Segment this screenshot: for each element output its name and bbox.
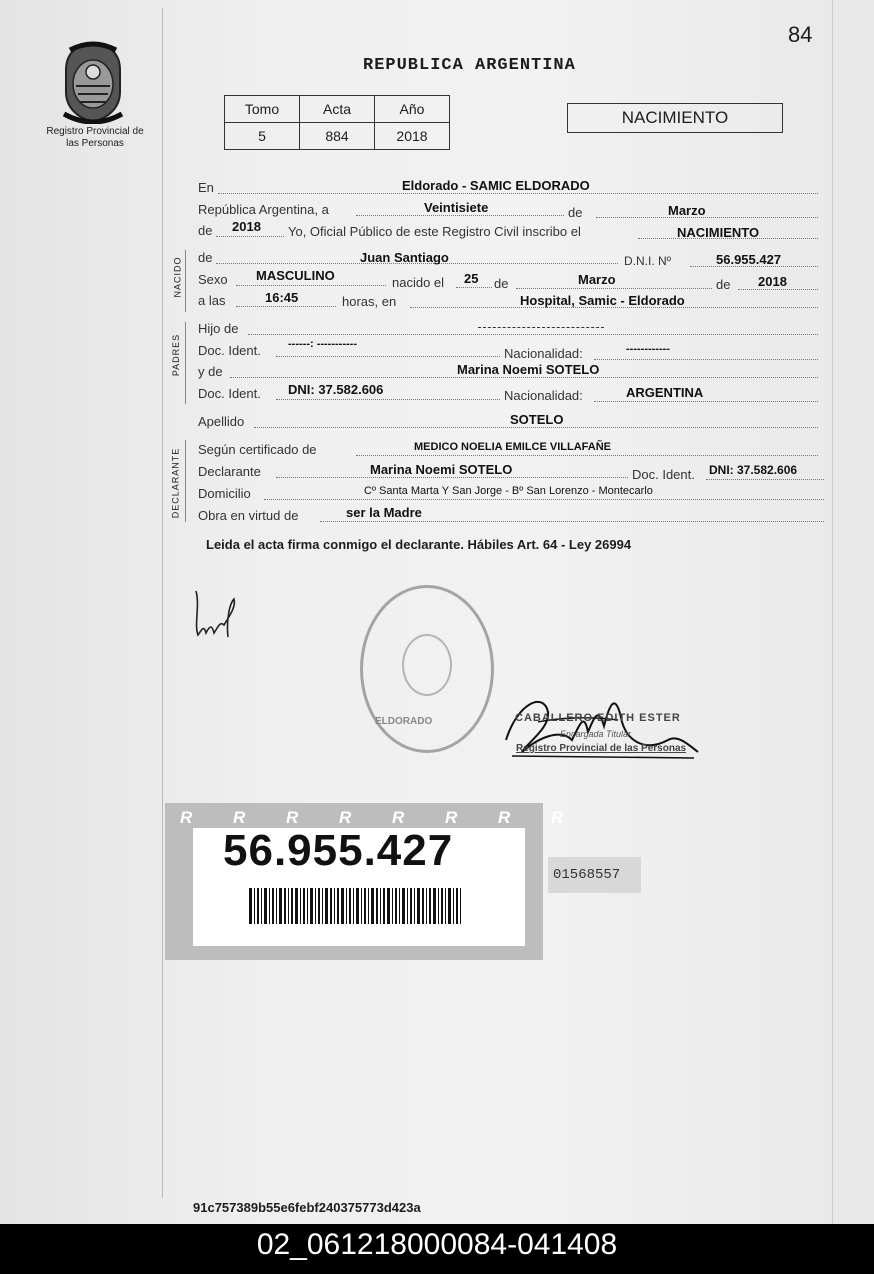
fill-line bbox=[356, 455, 818, 456]
fill-line bbox=[456, 287, 492, 288]
id-label-dni: 56.955.427 bbox=[223, 826, 454, 875]
fill-line bbox=[516, 288, 712, 289]
field-dia-texto: Veintisiete bbox=[424, 200, 489, 215]
ref-header-anio: Año bbox=[375, 96, 450, 123]
fill-line bbox=[276, 477, 628, 478]
label-sexo: Sexo bbox=[198, 272, 228, 287]
fill-line bbox=[254, 427, 818, 428]
ref-value-anio: 2018 bbox=[375, 123, 450, 150]
margin-line bbox=[162, 8, 163, 1198]
label-inscribo: Yo, Oficial Público de este Registro Civil inscribo el bbox=[288, 224, 581, 239]
field-nombre-nacido: Juan Santiago bbox=[360, 250, 449, 265]
official-role: Encargada Titular bbox=[560, 729, 631, 739]
field-declarante: Marina Noemi SOTELO bbox=[370, 462, 513, 477]
control-code: 01568557 bbox=[548, 857, 641, 893]
barcode-icon bbox=[249, 888, 461, 924]
section-divider bbox=[185, 322, 186, 404]
label-declarante: Declarante bbox=[198, 464, 261, 479]
official-name: CABALLERO EDITH ESTER bbox=[515, 712, 681, 724]
field-tipo: NACIMIENTO bbox=[677, 225, 760, 240]
fill-line bbox=[216, 236, 284, 237]
section-label-padres: PADRES bbox=[171, 333, 182, 377]
field-dni-nacido: 56.955.427 bbox=[716, 252, 782, 267]
provincial-crest-icon bbox=[56, 40, 130, 124]
security-pattern: R R R R R R R R bbox=[180, 808, 582, 827]
field-padre-doc: ------: ----------- bbox=[288, 338, 357, 350]
field-mes: Marzo bbox=[668, 203, 706, 218]
fill-line bbox=[596, 217, 818, 218]
label-doc-ident: Doc. Ident. bbox=[198, 386, 261, 401]
label-en: En bbox=[198, 180, 214, 195]
label-dni: D.N.I. Nº bbox=[624, 254, 672, 268]
closing-statement: Leida el acta firma conmigo el declarante. Hábiles Art. 64 - Ley 26994 bbox=[206, 537, 632, 552]
section-label-declarante: DECLARANTE bbox=[170, 447, 181, 519]
field-dia-nacimiento: 25 bbox=[464, 271, 479, 286]
field-sexo: MASCULINO bbox=[256, 268, 335, 283]
field-madre-doc: DNI: 37.582.606 bbox=[288, 382, 384, 397]
label-apellido: Apellido bbox=[198, 414, 245, 429]
fill-line bbox=[276, 399, 500, 400]
field-certificado: MEDICO NOELIA EMILCE VILLAFAÑE bbox=[414, 441, 611, 453]
field-lugar-acta: Eldorado - SAMIC ELDORADO bbox=[402, 178, 590, 193]
fill-line bbox=[356, 215, 564, 216]
label-certificado: Según certificado de bbox=[198, 442, 317, 457]
right-edge-line bbox=[832, 0, 833, 1224]
field-hora: 16:45 bbox=[265, 290, 299, 305]
label-nacionalidad: Nacionalidad: bbox=[504, 388, 583, 403]
field-declarante-doc: DNI: 37.582.606 bbox=[709, 463, 798, 477]
label-de: de bbox=[198, 223, 213, 238]
ref-header-acta: Acta bbox=[300, 96, 375, 123]
section-label-nacido: NACIDO bbox=[172, 256, 183, 298]
label-nacionalidad: Nacionalidad: bbox=[504, 346, 583, 361]
field-anio: 2018 bbox=[232, 219, 261, 234]
fill-line bbox=[264, 499, 824, 500]
section-divider bbox=[185, 440, 186, 522]
field-padre-nacionalidad: ------------ bbox=[626, 343, 670, 355]
label-republica: República Argentina, a bbox=[198, 202, 329, 217]
field-padre-empty bbox=[478, 327, 604, 328]
ref-value-tomo: 5 bbox=[225, 123, 300, 150]
fill-line bbox=[738, 289, 818, 290]
field-mes-nacimiento: Marzo bbox=[578, 272, 616, 287]
fill-line bbox=[230, 377, 818, 378]
field-madre: Marina Noemi SOTELO bbox=[457, 362, 600, 377]
fill-line bbox=[236, 285, 386, 286]
fill-line bbox=[320, 521, 824, 522]
label-nacido-el: nacido el bbox=[392, 275, 445, 290]
label-obra: Obra en virtud de bbox=[198, 508, 299, 523]
fill-line bbox=[248, 334, 818, 335]
act-type-box: NACIMIENTO bbox=[567, 103, 783, 133]
document-title: REPUBLICA ARGENTINA bbox=[363, 56, 576, 75]
label-a-las: a las bbox=[198, 293, 226, 308]
label-de: de bbox=[198, 250, 213, 265]
field-lugar-nacimiento: Hospital, Samic - Eldorado bbox=[520, 293, 685, 308]
official-office: Registro Provincial de las Personas bbox=[516, 743, 687, 754]
signature-declarante bbox=[186, 585, 246, 645]
field-apellido: SOTELO bbox=[510, 412, 564, 427]
label-hijo-de: Hijo de bbox=[198, 321, 239, 336]
fill-line bbox=[706, 479, 824, 480]
fill-line bbox=[594, 359, 818, 360]
field-madre-nacionalidad: ARGENTINA bbox=[626, 385, 704, 400]
label-y-de: y de bbox=[198, 364, 223, 379]
ref-value-acta: 884 bbox=[300, 123, 375, 150]
file-id-bar: 02_061218000084-041408 bbox=[0, 1224, 874, 1274]
field-obra: ser la Madre bbox=[346, 505, 422, 520]
label-domicilio: Domicilio bbox=[198, 486, 251, 501]
seal-emblem-icon bbox=[402, 634, 452, 696]
fill-line bbox=[276, 356, 500, 357]
registry-name: Registro Provincial de las Personas bbox=[46, 126, 144, 149]
signature-official bbox=[498, 682, 708, 768]
label-de: de bbox=[494, 276, 509, 291]
fill-line bbox=[218, 193, 818, 194]
section-divider bbox=[185, 250, 186, 312]
document-hash: 91c757389b55e6febf240375773d423a bbox=[193, 1200, 421, 1215]
page-number: 84 bbox=[788, 22, 813, 47]
reference-table bbox=[224, 95, 450, 150]
label-de: de bbox=[716, 277, 731, 292]
ref-header-tomo: Tomo bbox=[225, 96, 300, 123]
seal-text: ELDORADO bbox=[375, 716, 433, 727]
label-doc-ident: Doc. Ident. bbox=[198, 343, 261, 358]
fill-line bbox=[236, 306, 336, 307]
field-domicilio: Cº Santa Marta Y San Jorge - Bº San Lorenzo - Montecarlo bbox=[364, 485, 653, 497]
field-anio-nacimiento: 2018 bbox=[758, 274, 787, 289]
label-de: de bbox=[568, 205, 583, 220]
label-doc-ident: Doc. Ident. bbox=[632, 467, 695, 482]
fill-line bbox=[594, 401, 818, 402]
label-horas-en: horas, en bbox=[342, 294, 397, 309]
